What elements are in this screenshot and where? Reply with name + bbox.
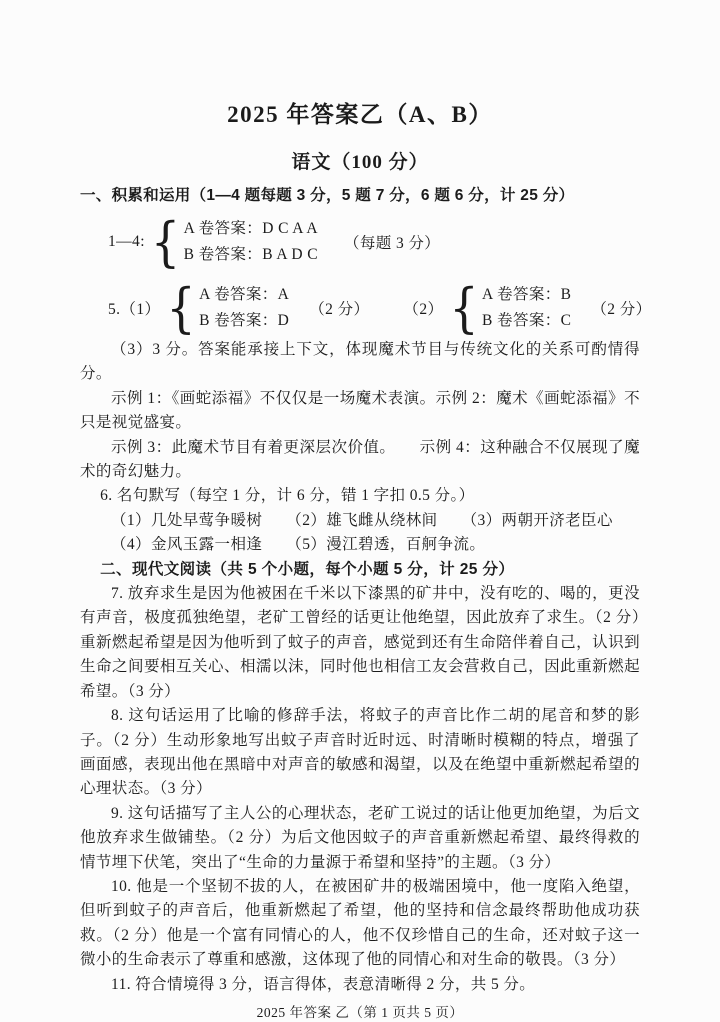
document-body — [80, 338, 640, 997]
q5-part1-label: 5.（1） — [108, 301, 161, 318]
q5-part2-paper-b-answer: B 卷答案：C — [482, 312, 572, 329]
q6-heading: 6. 名句默写（每空 1 分，计 6 分，错 1 字扣 0.5 分。） — [100, 487, 475, 505]
q9-answer: 9. 这句话描写了主人公的心理状态，老矿工说过的话让他更加绝望，为后文他放弃求生做铺垫。（2 分）为后文他因蚊子的声音重新燃起希望、最终得救的情节埋下伏笔，突出了“生命的力量源于希望和坚持”的主题。（3 分） — [80, 804, 640, 871]
q5-part2-answers — [482, 282, 571, 334]
q5-examples-3-4: 示例 3：此魔术节目有着更深层次价值。 示例 4：这种融合不仅展现了魔术的奇幻魅力。 — [80, 438, 640, 481]
q7-answer: 7. 放弃求生是因为他被困在千米以下漆黑的矿井中，没有吃的、喝的，更没有声音，极度孤独绝望，老矿工曾经的话更让他绝望，因此放弃了求生。（2 分）重新燃起希望是因为他听到了蚊子的声音，感觉到还有生命陪伴着自己，认识到生命之间要相互关心、相濡以沫，同时他也相信工友会营救自己，因此重新燃起希望。（3 分） — [80, 585, 640, 700]
q1-4-answers — [184, 216, 318, 268]
q5-part1-score: （2 分） — [309, 301, 370, 318]
q5-examples-1-2: 示例 1：《画蛇添福》不仅仅是一场魔术表演。示例 2：魔术《画蛇添福》不只是视觉盛宴。 — [80, 389, 640, 432]
q5-part1-paper-a-answer: A 卷答案：A — [199, 286, 290, 303]
q11-answer: 11. 符合情境得 3 分，语言得体，表意清晰得 2 分，共 5 分。 — [111, 975, 536, 993]
q5-part1-answers — [199, 282, 289, 334]
q5-part1-paper-b-answer: B 卷答案：D — [199, 312, 290, 329]
left-brace-icon: { — [150, 210, 181, 274]
q5-part2-label: （2） — [403, 301, 444, 318]
q6-answers-line2: （4）金风玉露一相逢 （5）漫江碧透，百舸争流。 — [111, 536, 486, 554]
q8-answer: 8. 这句话运用了比喻的修辞手法，将蚊子的声音比作二胡的尾音和梦的影子。（2 分）生动形象地写出蚊子声音时近时远、时清晰时模糊的特点，增强了画面感，表现出他在黑暗中对声音的敏感和渴望，以及在绝望中重新燃起希望的心理状态。（3 分） — [80, 707, 640, 798]
left-brace-icon: { — [449, 276, 480, 340]
page-title: 2025 年答案乙（A、B） — [227, 102, 493, 127]
q1-4-label: 1—4: — [108, 233, 145, 250]
left-brace-icon: { — [166, 276, 197, 340]
q1-4-paper-a-answer: A 卷答案：D C A A — [183, 220, 318, 237]
q5-part3-answer: （3）3 分。答案能承接上下文，体现魔术节目与传统文化的关系可酌情得分。 — [80, 341, 640, 383]
q5-answer-row — [80, 276, 652, 340]
q1-4-answer-group — [80, 210, 640, 274]
page-footer: 2025 年答案 乙（第 1 页共 5 页） — [256, 1004, 464, 1020]
q10-answer: 10. 他是一个坚韧不拔的人，在被困矿井的极端困境中，他一度陷入绝望，但听到蚊子的声音后，他重新燃起了希望，他的坚持和信念最终帮助他成功获救。（2 分）他是一个富有同情心的人，他不仅珍惜自己的生命，还对蚊子这一微小的生命表示了尊重和感激，这体现了他的同情心和对生命的敬畏。（3 分） — [80, 877, 640, 969]
q1-4-score-note: （每题 3 分） — [344, 235, 441, 252]
q5-part2-score: （2 分） — [591, 301, 652, 318]
q1-4-paper-b-answer: B 卷答案：B A D C — [183, 246, 318, 263]
subject-title: 语文（100 分） — [291, 152, 429, 173]
q5-part2-paper-a-answer: A 卷答案：B — [482, 286, 572, 303]
q6-answers-line1: （1）几处早莺争暖树 （2）雄飞雌从绕林间 （3）两朝开济老臣心 — [111, 511, 613, 529]
section-two-heading: 二、现代文阅读（共 5 个小题，每个小题 5 分，计 25 分） — [100, 560, 515, 578]
section-one-heading: 一、积累和运用（1—4 题每题 3 分，5 题 7 分，6 题 6 分，计 25 分） — [80, 187, 575, 204]
